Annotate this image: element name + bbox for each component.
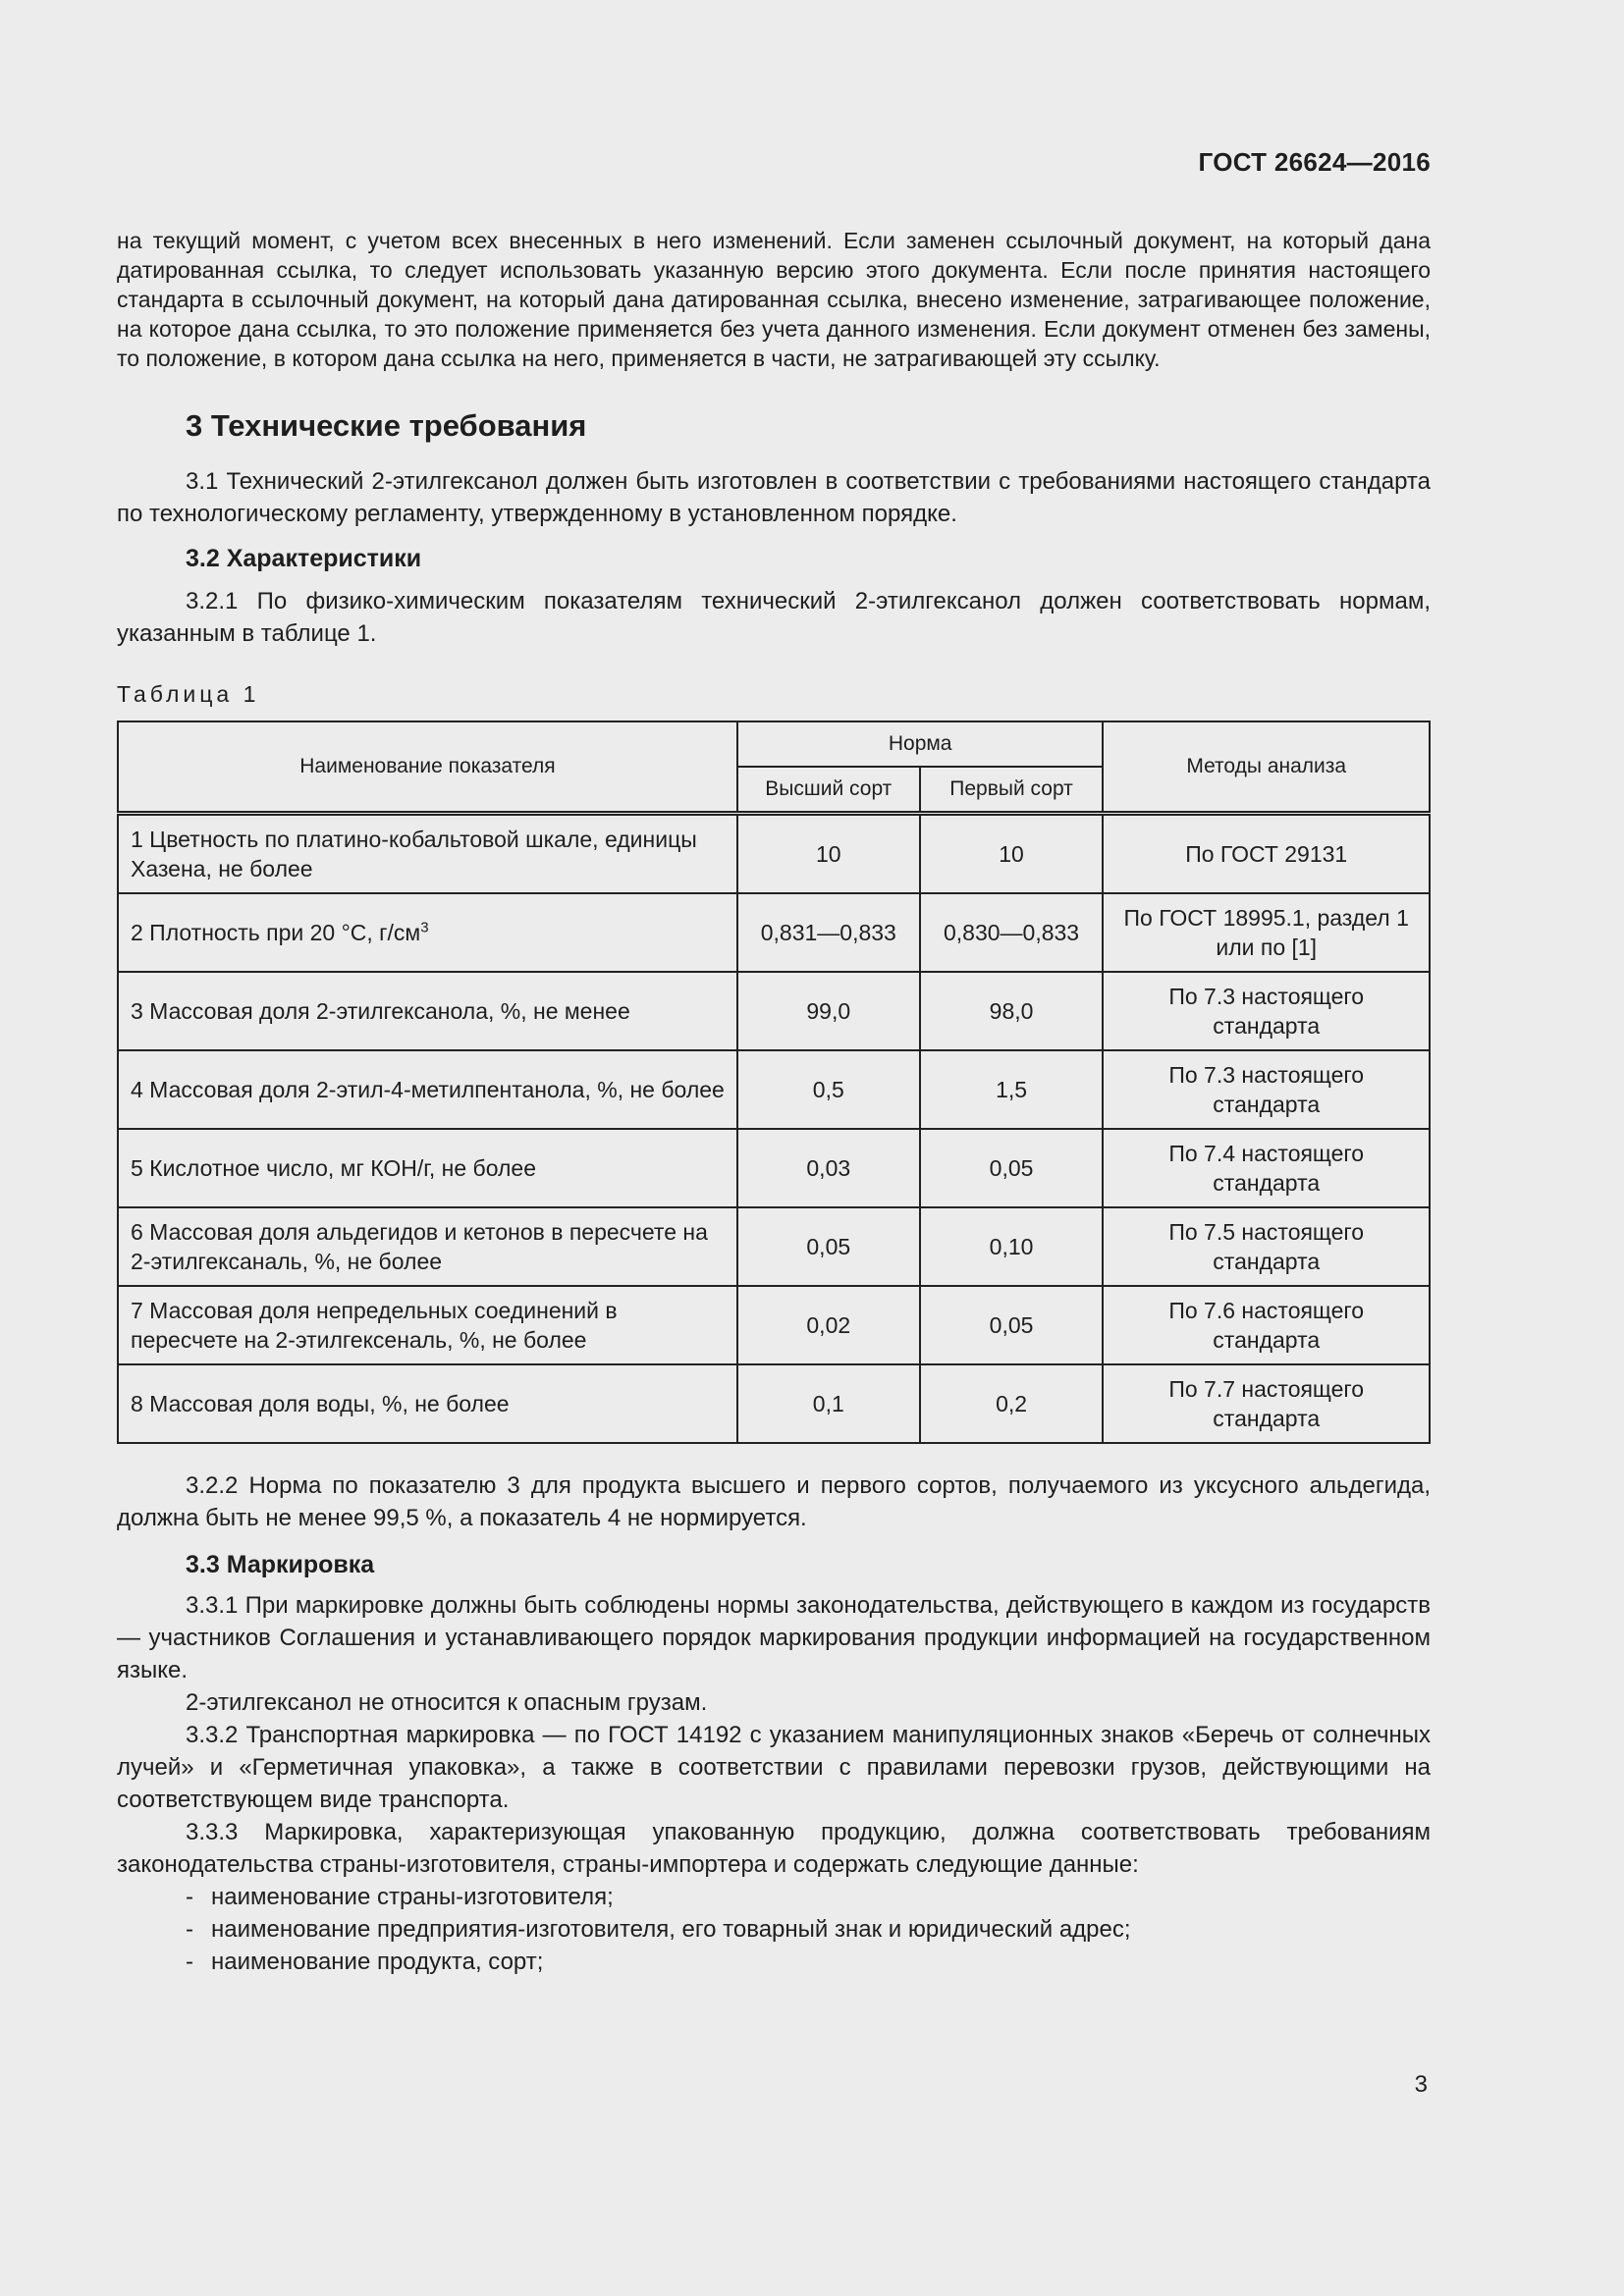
- row-top-value: 99,0: [737, 972, 920, 1050]
- row-top-value: 0,03: [737, 1129, 920, 1207]
- row-method: По 7.4 настоящего стандарта: [1103, 1129, 1430, 1207]
- header-method: Методы анализа: [1103, 721, 1430, 814]
- row-first-value: 0,2: [920, 1364, 1104, 1443]
- row-first-value: 0,05: [920, 1129, 1104, 1207]
- header-top-grade: Высший сорт: [737, 767, 920, 814]
- table-row: [118, 814, 1430, 894]
- row-top-value: 0,1: [737, 1364, 920, 1443]
- row-method: По ГОСТ 18995.1, раздел 1 или по [1]: [1103, 893, 1430, 972]
- document-code: ГОСТ 26624—2016: [1198, 147, 1431, 177]
- row-method: По 7.3 настоящего стандарта: [1103, 1050, 1430, 1129]
- list-item-text: наименование продукта, сорт;: [211, 1949, 544, 1975]
- list-item: [117, 1881, 1431, 1913]
- row-method: По 7.3 настоящего стандарта: [1103, 972, 1430, 1050]
- list-item: [117, 1946, 1431, 1978]
- intro-paragraph: на текущий момент, с учетом всех внесенных в него изменений. Если заменен ссылочный документ, на который дана датированная ссылка, то следует использовать указанную версию этого документа. Если после принятия настоящего стандарта в ссылочный документ, на который дана датированная ссылка, внесено изменение, затрагивающее положение, на которое дана ссылка, то это положение применяется без учета данного изменения. Если документ отменен без замены, то положение, в котором дана ссылка на него, применяется в части, не затрагивающей эту ссылку.: [117, 228, 1431, 371]
- row-name-text: 2 Плотность при 20 °С, г/см: [131, 920, 421, 945]
- paragraph-3-1: 3.1 Технический 2-этилгексанол должен быть изготовлен в соответствии с требованиями настоящего стандарта по технологическому регламенту, утвержденному в установленном порядке.: [117, 468, 1431, 527]
- row-method: По ГОСТ 29131: [1103, 814, 1430, 894]
- row-name: 8 Массовая доля воды, %, не более: [118, 1364, 737, 1443]
- row-top-value: 0,02: [737, 1286, 920, 1364]
- row-top-value: 0,05: [737, 1207, 920, 1286]
- paragraph-not-dangerous: 2-этилгексанол не относится к опасным грузам.: [186, 1689, 708, 1716]
- paragraph-3-3-1: 3.3.1 При маркировке должны быть соблюдены нормы законодательства, действующего в каждом из государств — участников Соглашения и устанавливающего порядок маркирования продукции информацией на государственном языке.: [117, 1592, 1431, 1683]
- header-first-grade: Первый сорт: [920, 767, 1104, 814]
- row-name: 1 Цветность по платино-кобальтовой шкале, единицы Хазена, не более: [118, 814, 737, 894]
- table-row: [118, 972, 1430, 1050]
- row-name: 4 Массовая доля 2-этил-4-метилпентанола, %, не более: [118, 1050, 737, 1129]
- row-first-value: 0,05: [920, 1286, 1104, 1364]
- row-first-value: 98,0: [920, 972, 1104, 1050]
- page-number: 3: [1414, 2071, 1428, 2098]
- row-first-value: 0,830—0,833: [920, 893, 1104, 972]
- row-name-superscript: 3: [420, 919, 429, 936]
- list-marker: -: [186, 1884, 193, 1910]
- section-title: 3 Технические требования: [186, 408, 587, 443]
- list-marker: -: [186, 1916, 193, 1943]
- subsection-title-3-3: 3.3 Маркировка: [186, 1551, 375, 1578]
- row-first-value: 0,10: [920, 1207, 1104, 1286]
- table-row: [118, 893, 1430, 972]
- header-norm: Норма: [737, 721, 1104, 767]
- paragraph-3-2-2: 3.2.2 Норма по показателю 3 для продукта высшего и первого сортов, получаемого из уксусного альдегида, должна быть не менее 99,5 %, а показатель 4 не нормируется.: [117, 1472, 1431, 1531]
- row-top-value: 0,831—0,833: [737, 893, 920, 972]
- header-name: Наименование показателя: [118, 721, 737, 814]
- paragraph-3-2-1: 3.2.1 По физико-химическим показателям технический 2-этилгексанол должен соответствовать нормам, указанным в таблице 1.: [117, 588, 1431, 647]
- paragraph-3-3-3: 3.3.3 Маркировка, характеризующая упакованную продукцию, должна соответствовать требованиям законодательства страны-изготовителя, страны-импортера и содержать следующие данные:: [117, 1819, 1431, 1878]
- table-row: [118, 1050, 1430, 1129]
- row-method: По 7.5 настоящего стандарта: [1103, 1207, 1430, 1286]
- subsection-title-3-2: 3.2 Характеристики: [186, 545, 422, 572]
- table-caption: Таблица 1: [117, 681, 260, 707]
- row-first-value: 10: [920, 814, 1104, 894]
- table-row: [118, 1207, 1430, 1286]
- row-top-value: 10: [737, 814, 920, 894]
- table-row: [118, 1129, 1430, 1207]
- row-name: 5 Кислотное число, мг КОН/г, не более: [118, 1129, 737, 1207]
- row-name: 7 Массовая доля непредельных соединений в пересчете на 2-этилгексеналь, %, не более: [118, 1286, 737, 1364]
- row-method: По 7.7 настоящего стандарта: [1103, 1364, 1430, 1443]
- row-name: [118, 893, 737, 972]
- row-name: 6 Массовая доля альдегидов и кетонов в пересчете на 2-этилгексаналь, %, не более: [118, 1207, 737, 1286]
- row-name: 3 Массовая доля 2-этилгексанола, %, не менее: [118, 972, 737, 1050]
- page-content: [117, 226, 1431, 1978]
- characteristics-table: [117, 721, 1431, 1444]
- row-first-value: 1,5: [920, 1050, 1104, 1129]
- list-item-text: наименование предприятия-изготовителя, его товарный знак и юридический адрес;: [211, 1916, 1131, 1943]
- table-row: [118, 1364, 1430, 1443]
- list-marker: -: [186, 1949, 193, 1975]
- list-item-text: наименование страны-изготовителя;: [211, 1884, 614, 1910]
- row-top-value: 0,5: [737, 1050, 920, 1129]
- row-method: По 7.6 настоящего стандарта: [1103, 1286, 1430, 1364]
- list-item: [117, 1913, 1431, 1946]
- table-row: [118, 1286, 1430, 1364]
- paragraph-3-3-2: 3.3.2 Транспортная маркировка — по ГОСТ 14192 с указанием манипуляционных знаков «Беречь от солнечных лучей» и «Герметичная упаковка», а также в соответствии с правилами перевозки грузов, действующими на соответствующем виде транспорта.: [117, 1722, 1431, 1813]
